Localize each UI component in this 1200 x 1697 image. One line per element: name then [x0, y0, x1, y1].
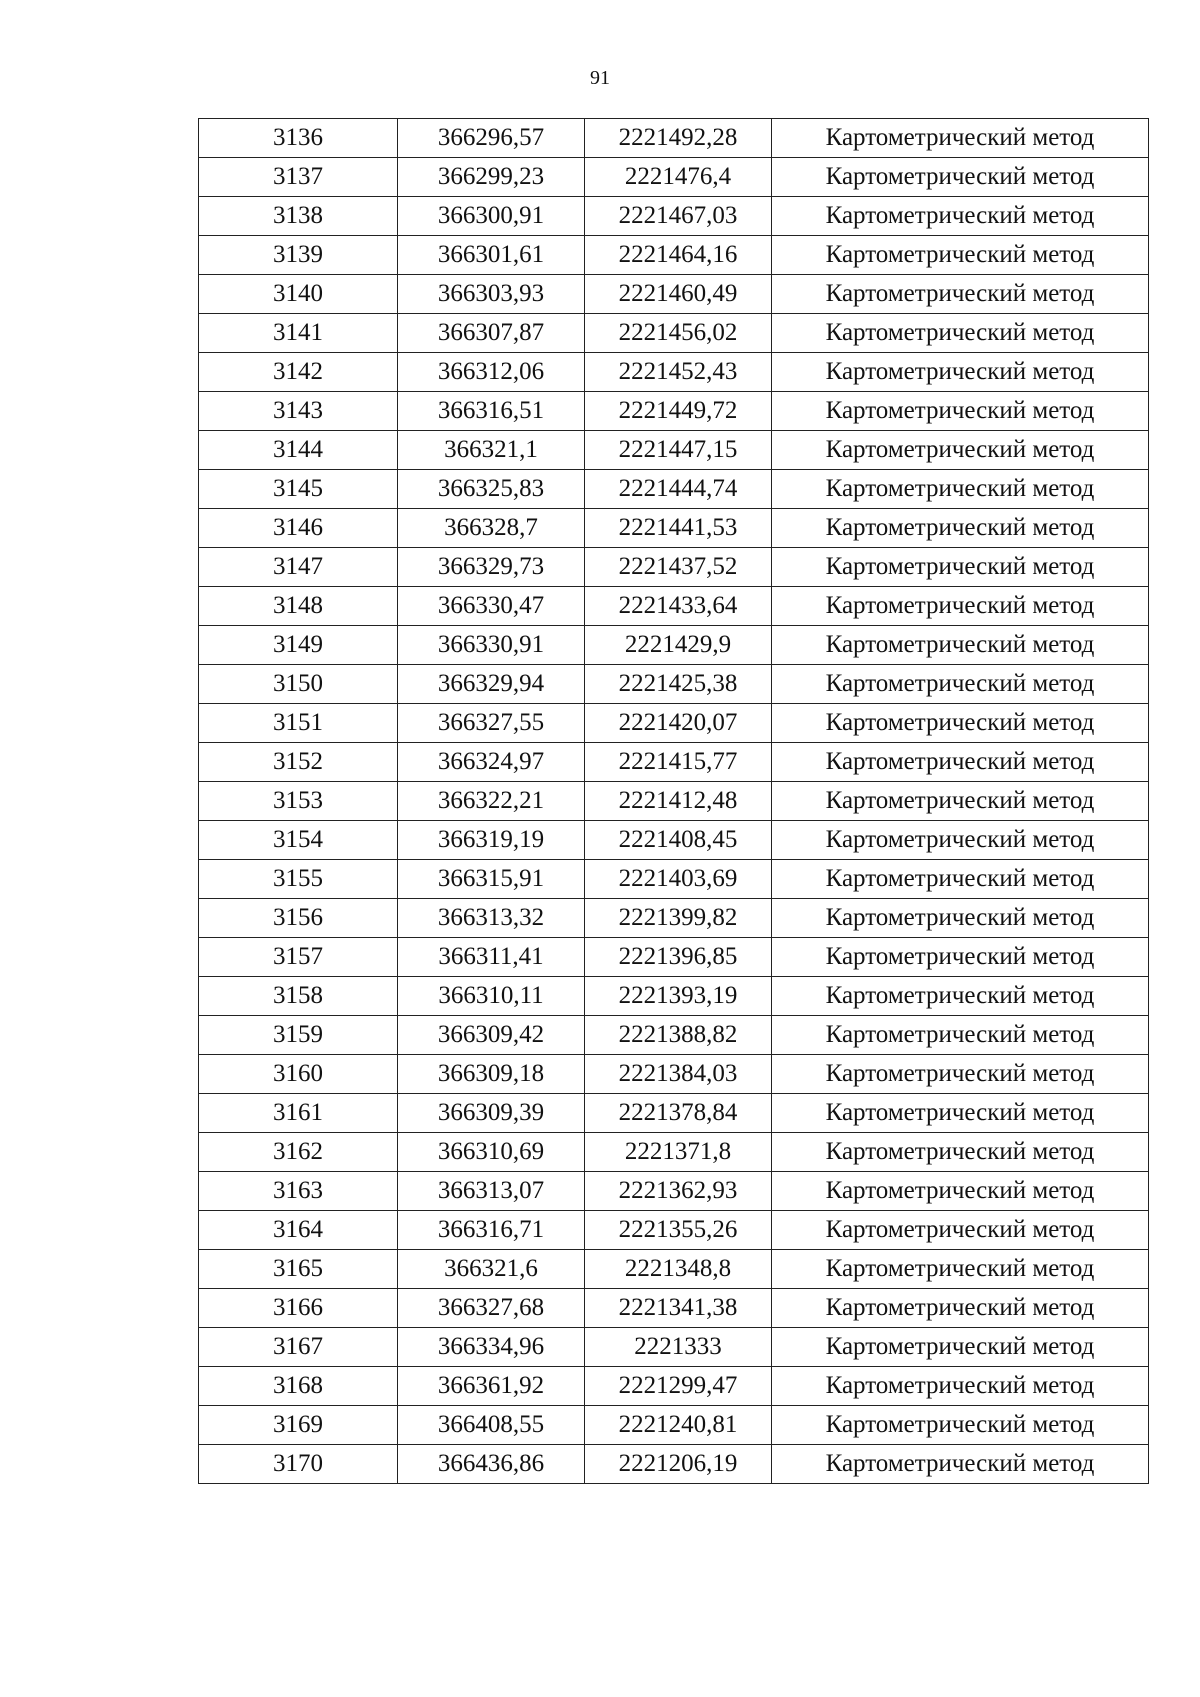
x-coordinate-cell: 366327,55 — [398, 704, 585, 743]
table-row — [199, 158, 1149, 197]
table-row — [199, 938, 1149, 977]
y-coordinate-cell: 2221393,19 — [585, 977, 772, 1016]
method-cell: Картометрический метод — [772, 587, 1149, 626]
point-number-cell: 3151 — [199, 704, 398, 743]
table-row — [199, 665, 1149, 704]
point-number-cell: 3167 — [199, 1328, 398, 1367]
y-coordinate-cell: 2221456,02 — [585, 314, 772, 353]
y-coordinate-cell: 2221348,8 — [585, 1250, 772, 1289]
method-cell: Картометрический метод — [772, 1211, 1149, 1250]
x-coordinate-cell: 366328,7 — [398, 509, 585, 548]
y-coordinate-cell: 2221420,07 — [585, 704, 772, 743]
point-number-cell: 3141 — [199, 314, 398, 353]
page-number: 91 — [590, 67, 610, 89]
table-row — [199, 1367, 1149, 1406]
point-number-cell: 3158 — [199, 977, 398, 1016]
point-number-cell: 3146 — [199, 509, 398, 548]
method-cell: Картометрический метод — [772, 1406, 1149, 1445]
point-number-cell: 3147 — [199, 548, 398, 587]
y-coordinate-cell: 2221467,03 — [585, 197, 772, 236]
x-coordinate-cell: 366310,11 — [398, 977, 585, 1016]
y-coordinate-cell: 2221460,49 — [585, 275, 772, 314]
x-coordinate-cell: 366307,87 — [398, 314, 585, 353]
table-row — [199, 1328, 1149, 1367]
table-row — [199, 587, 1149, 626]
table-row — [199, 1016, 1149, 1055]
point-number-cell: 3142 — [199, 353, 398, 392]
point-number-cell: 3159 — [199, 1016, 398, 1055]
x-coordinate-cell: 366309,18 — [398, 1055, 585, 1094]
method-cell: Картометрический метод — [772, 431, 1149, 470]
point-number-cell: 3155 — [199, 860, 398, 899]
coordinates-table-body — [199, 119, 1149, 1484]
method-cell: Картометрический метод — [772, 1172, 1149, 1211]
x-coordinate-cell: 366310,69 — [398, 1133, 585, 1172]
x-coordinate-cell: 366334,96 — [398, 1328, 585, 1367]
table-row — [199, 977, 1149, 1016]
y-coordinate-cell: 2221341,38 — [585, 1289, 772, 1328]
table-row — [199, 509, 1149, 548]
point-number-cell: 3148 — [199, 587, 398, 626]
table-row — [199, 353, 1149, 392]
table-row — [199, 1445, 1149, 1484]
x-coordinate-cell: 366299,23 — [398, 158, 585, 197]
coordinates-table — [198, 118, 1149, 1484]
method-cell: Картометрический метод — [772, 782, 1149, 821]
method-cell: Картометрический метод — [772, 938, 1149, 977]
x-coordinate-cell: 366301,61 — [398, 236, 585, 275]
y-coordinate-cell: 2221206,19 — [585, 1445, 772, 1484]
method-cell: Картометрический метод — [772, 275, 1149, 314]
x-coordinate-cell: 366296,57 — [398, 119, 585, 158]
method-cell: Картометрический метод — [772, 119, 1149, 158]
point-number-cell: 3162 — [199, 1133, 398, 1172]
point-number-cell: 3164 — [199, 1211, 398, 1250]
x-coordinate-cell: 366303,93 — [398, 275, 585, 314]
x-coordinate-cell: 366321,6 — [398, 1250, 585, 1289]
point-number-cell: 3143 — [199, 392, 398, 431]
y-coordinate-cell: 2221444,74 — [585, 470, 772, 509]
point-number-cell: 3160 — [199, 1055, 398, 1094]
table-row — [199, 392, 1149, 431]
x-coordinate-cell: 366322,21 — [398, 782, 585, 821]
y-coordinate-cell: 2221441,53 — [585, 509, 772, 548]
point-number-cell: 3149 — [199, 626, 398, 665]
x-coordinate-cell: 366300,91 — [398, 197, 585, 236]
y-coordinate-cell: 2221378,84 — [585, 1094, 772, 1133]
method-cell: Картометрический метод — [772, 1445, 1149, 1484]
y-coordinate-cell: 2221240,81 — [585, 1406, 772, 1445]
y-coordinate-cell: 2221371,8 — [585, 1133, 772, 1172]
method-cell: Картометрический метод — [772, 1055, 1149, 1094]
table-row — [199, 431, 1149, 470]
table-row — [199, 119, 1149, 158]
point-number-cell: 3140 — [199, 275, 398, 314]
table-row — [199, 314, 1149, 353]
method-cell: Картометрический метод — [772, 1094, 1149, 1133]
method-cell: Картометрический метод — [772, 1367, 1149, 1406]
table-row — [199, 1172, 1149, 1211]
table-row — [199, 275, 1149, 314]
method-cell: Картометрический метод — [772, 158, 1149, 197]
y-coordinate-cell: 2221299,47 — [585, 1367, 772, 1406]
x-coordinate-cell: 366436,86 — [398, 1445, 585, 1484]
point-number-cell: 3137 — [199, 158, 398, 197]
x-coordinate-cell: 366319,19 — [398, 821, 585, 860]
table-row — [199, 1133, 1149, 1172]
y-coordinate-cell: 2221403,69 — [585, 860, 772, 899]
x-coordinate-cell: 366313,07 — [398, 1172, 585, 1211]
table-row — [199, 821, 1149, 860]
point-number-cell: 3163 — [199, 1172, 398, 1211]
method-cell: Картометрический метод — [772, 1289, 1149, 1328]
y-coordinate-cell: 2221384,03 — [585, 1055, 772, 1094]
x-coordinate-cell: 366330,47 — [398, 587, 585, 626]
y-coordinate-cell: 2221396,85 — [585, 938, 772, 977]
x-coordinate-cell: 366330,91 — [398, 626, 585, 665]
method-cell: Картометрический метод — [772, 509, 1149, 548]
x-coordinate-cell: 366361,92 — [398, 1367, 585, 1406]
y-coordinate-cell: 2221333 — [585, 1328, 772, 1367]
x-coordinate-cell: 366327,68 — [398, 1289, 585, 1328]
point-number-cell: 3170 — [199, 1445, 398, 1484]
method-cell: Картометрический метод — [772, 392, 1149, 431]
x-coordinate-cell: 366316,71 — [398, 1211, 585, 1250]
method-cell: Картометрический метод — [772, 899, 1149, 938]
method-cell: Картометрический метод — [772, 1016, 1149, 1055]
y-coordinate-cell: 2221355,26 — [585, 1211, 772, 1250]
y-coordinate-cell: 2221399,82 — [585, 899, 772, 938]
table-row — [199, 1289, 1149, 1328]
x-coordinate-cell: 366309,39 — [398, 1094, 585, 1133]
point-number-cell: 3166 — [199, 1289, 398, 1328]
y-coordinate-cell: 2221449,72 — [585, 392, 772, 431]
table-row — [199, 1406, 1149, 1445]
method-cell: Картометрический метод — [772, 197, 1149, 236]
point-number-cell: 3144 — [199, 431, 398, 470]
point-number-cell: 3168 — [199, 1367, 398, 1406]
x-coordinate-cell: 366313,32 — [398, 899, 585, 938]
table-row — [199, 470, 1149, 509]
table-row — [199, 704, 1149, 743]
y-coordinate-cell: 2221437,52 — [585, 548, 772, 587]
x-coordinate-cell: 366309,42 — [398, 1016, 585, 1055]
y-coordinate-cell: 2221464,16 — [585, 236, 772, 275]
point-number-cell: 3136 — [199, 119, 398, 158]
x-coordinate-cell: 366315,91 — [398, 860, 585, 899]
table-row — [199, 782, 1149, 821]
y-coordinate-cell: 2221492,28 — [585, 119, 772, 158]
table-row — [199, 236, 1149, 275]
table-row — [199, 1250, 1149, 1289]
method-cell: Картометрический метод — [772, 977, 1149, 1016]
table-row — [199, 1055, 1149, 1094]
point-number-cell: 3156 — [199, 899, 398, 938]
method-cell: Картометрический метод — [772, 1328, 1149, 1367]
table-row — [199, 1094, 1149, 1133]
method-cell: Картометрический метод — [772, 1250, 1149, 1289]
x-coordinate-cell: 366325,83 — [398, 470, 585, 509]
x-coordinate-cell: 366316,51 — [398, 392, 585, 431]
y-coordinate-cell: 2221429,9 — [585, 626, 772, 665]
point-number-cell: 3153 — [199, 782, 398, 821]
point-number-cell: 3138 — [199, 197, 398, 236]
method-cell: Картометрический метод — [772, 470, 1149, 509]
y-coordinate-cell: 2221388,82 — [585, 1016, 772, 1055]
method-cell: Картометрический метод — [772, 821, 1149, 860]
method-cell: Картометрический метод — [772, 704, 1149, 743]
x-coordinate-cell: 366329,94 — [398, 665, 585, 704]
method-cell: Картометрический метод — [772, 353, 1149, 392]
point-number-cell: 3157 — [199, 938, 398, 977]
y-coordinate-cell: 2221476,4 — [585, 158, 772, 197]
point-number-cell: 3152 — [199, 743, 398, 782]
y-coordinate-cell: 2221415,77 — [585, 743, 772, 782]
table-row — [199, 197, 1149, 236]
x-coordinate-cell: 366311,41 — [398, 938, 585, 977]
table-row — [199, 743, 1149, 782]
method-cell: Картометрический метод — [772, 665, 1149, 704]
method-cell: Картометрический метод — [772, 743, 1149, 782]
method-cell: Картометрический метод — [772, 626, 1149, 665]
x-coordinate-cell: 366312,06 — [398, 353, 585, 392]
point-number-cell: 3165 — [199, 1250, 398, 1289]
point-number-cell: 3169 — [199, 1406, 398, 1445]
method-cell: Картометрический метод — [772, 314, 1149, 353]
point-number-cell: 3154 — [199, 821, 398, 860]
table-row — [199, 860, 1149, 899]
method-cell: Картометрический метод — [772, 548, 1149, 587]
method-cell: Картометрический метод — [772, 860, 1149, 899]
point-number-cell: 3150 — [199, 665, 398, 704]
y-coordinate-cell: 2221362,93 — [585, 1172, 772, 1211]
table-row — [199, 548, 1149, 587]
y-coordinate-cell: 2221425,38 — [585, 665, 772, 704]
y-coordinate-cell: 2221412,48 — [585, 782, 772, 821]
x-coordinate-cell: 366408,55 — [398, 1406, 585, 1445]
x-coordinate-cell: 366329,73 — [398, 548, 585, 587]
point-number-cell: 3161 — [199, 1094, 398, 1133]
x-coordinate-cell: 366324,97 — [398, 743, 585, 782]
y-coordinate-cell: 2221433,64 — [585, 587, 772, 626]
x-coordinate-cell: 366321,1 — [398, 431, 585, 470]
method-cell: Картометрический метод — [772, 236, 1149, 275]
table-row — [199, 899, 1149, 938]
table-row — [199, 626, 1149, 665]
table-row — [199, 1211, 1149, 1250]
y-coordinate-cell: 2221447,15 — [585, 431, 772, 470]
y-coordinate-cell: 2221452,43 — [585, 353, 772, 392]
y-coordinate-cell: 2221408,45 — [585, 821, 772, 860]
method-cell: Картометрический метод — [772, 1133, 1149, 1172]
point-number-cell: 3139 — [199, 236, 398, 275]
point-number-cell: 3145 — [199, 470, 398, 509]
